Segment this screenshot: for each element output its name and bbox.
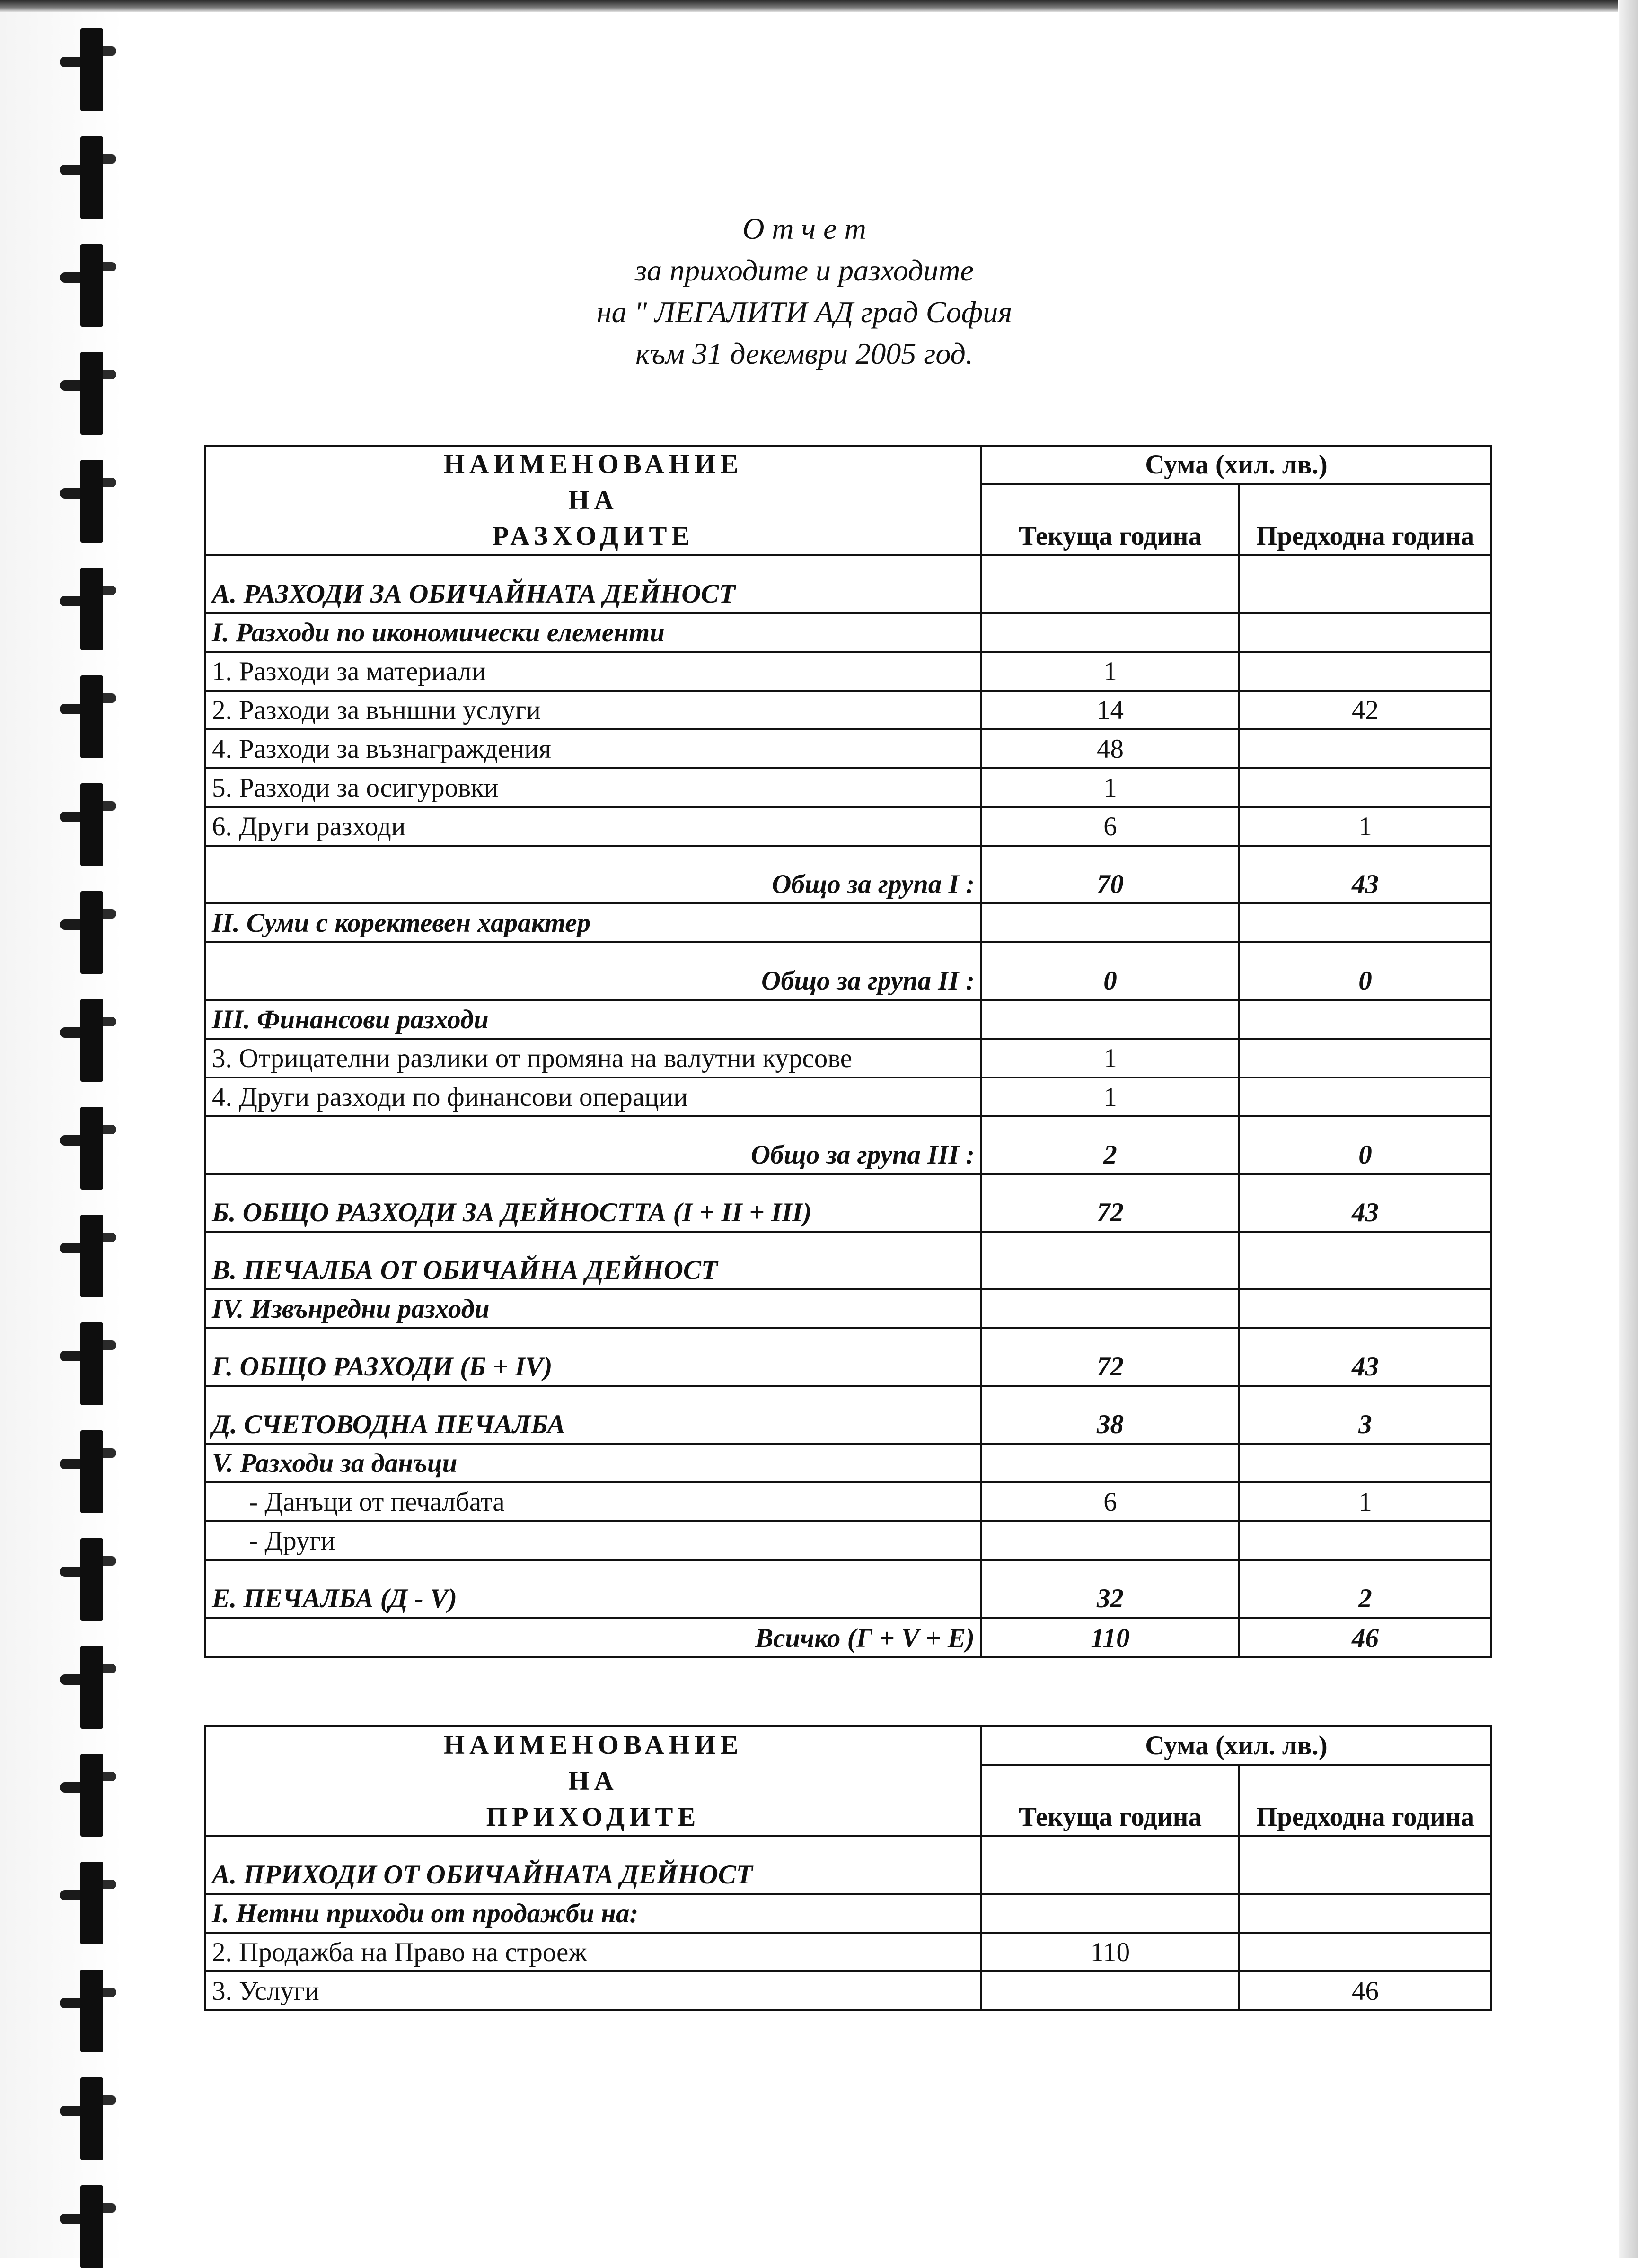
row-label: Б. ОБЩО РАЗХОДИ ЗА ДЕЙНОСТТА (I + II + III) bbox=[205, 1174, 981, 1232]
previous-year-value bbox=[1239, 1232, 1491, 1289]
current-year-value bbox=[981, 1894, 1239, 1933]
row-label: 3. Отрицателни разлики от промяна на валутни курсове bbox=[205, 1039, 981, 1077]
report-date: към 31 декември 2005 год. bbox=[635, 337, 973, 370]
income-name-header bbox=[205, 1726, 981, 1836]
table-row bbox=[205, 1971, 1491, 2010]
binding-ring bbox=[80, 891, 103, 974]
header-line: НАИМЕНОВАНИЕ bbox=[443, 1730, 743, 1760]
previous-year-value: 42 bbox=[1239, 691, 1491, 729]
row-label: I. Нетни приходи от продажби на: bbox=[205, 1894, 981, 1933]
table-row bbox=[205, 942, 1491, 1000]
table-row bbox=[205, 1232, 1491, 1289]
previous-year-value bbox=[1239, 555, 1491, 613]
previous-year-header: Предходна година bbox=[1239, 484, 1491, 555]
table-row bbox=[205, 1933, 1491, 1971]
income-table bbox=[204, 1725, 1492, 2011]
table-row bbox=[205, 555, 1491, 613]
header-line: НА bbox=[568, 485, 618, 515]
table-row bbox=[205, 1618, 1491, 1657]
report-company: на " ЛЕГАЛИТИ АД град София bbox=[596, 295, 1013, 329]
table-row bbox=[205, 1836, 1491, 1894]
sum-header: Сума (хил. лв.) bbox=[981, 446, 1491, 484]
binding-ring bbox=[80, 1322, 103, 1405]
previous-year-value: 2 bbox=[1239, 1560, 1491, 1618]
row-label: Д. СЧЕТОВОДНА ПЕЧАЛБА bbox=[205, 1386, 981, 1444]
current-year-value: 72 bbox=[981, 1328, 1239, 1386]
current-year-value: 6 bbox=[981, 1482, 1239, 1521]
row-label: Е. ПЕЧАЛБА (Д - V) bbox=[205, 1560, 981, 1618]
previous-year-value: 43 bbox=[1239, 1328, 1491, 1386]
current-year-value: 1 bbox=[981, 768, 1239, 807]
sum-header: Сума (хил. лв.) bbox=[981, 1726, 1491, 1765]
income-header-row bbox=[205, 1726, 1491, 1765]
current-year-value bbox=[981, 1289, 1239, 1328]
report-heading bbox=[473, 208, 1136, 375]
previous-year-value: 3 bbox=[1239, 1386, 1491, 1444]
previous-year-value bbox=[1239, 1289, 1491, 1328]
previous-year-header: Предходна година bbox=[1239, 1765, 1491, 1836]
scan-right-edge bbox=[1619, 0, 1638, 2258]
report-title: О т ч е т bbox=[742, 212, 866, 245]
row-label: Общо за група I : bbox=[205, 846, 981, 903]
current-year-value bbox=[981, 1836, 1239, 1894]
table-row bbox=[205, 1894, 1491, 1933]
previous-year-value bbox=[1239, 1039, 1491, 1077]
previous-year-value bbox=[1239, 1444, 1491, 1482]
binding-ring bbox=[80, 28, 103, 111]
table-row bbox=[205, 1077, 1491, 1116]
current-year-value bbox=[981, 613, 1239, 652]
table-row bbox=[205, 768, 1491, 807]
header-line: ПРИХОДИТЕ bbox=[486, 1802, 701, 1832]
previous-year-value: 46 bbox=[1239, 1618, 1491, 1657]
binding-ring bbox=[80, 352, 103, 435]
row-label: 2. Продажба на Право на строеж bbox=[205, 1933, 981, 1971]
binding-ring bbox=[80, 1862, 103, 1944]
table-row bbox=[205, 1386, 1491, 1444]
row-label: В. ПЕЧАЛБА ОТ ОБИЧАЙНА ДЕЙНОСТ bbox=[205, 1232, 981, 1289]
table-row bbox=[205, 1039, 1491, 1077]
expenses-table bbox=[204, 445, 1492, 1658]
table-row bbox=[205, 1174, 1491, 1232]
row-label: 1. Разходи за материали bbox=[205, 652, 981, 691]
previous-year-value: 0 bbox=[1239, 1116, 1491, 1174]
binding-ring bbox=[80, 244, 103, 327]
row-label: - Други bbox=[205, 1521, 981, 1560]
current-year-header: Текуща година bbox=[981, 484, 1239, 555]
row-label: А. РАЗХОДИ ЗА ОБИЧАЙНАТА ДЕЙНОСТ bbox=[205, 555, 981, 613]
current-year-value: 14 bbox=[981, 691, 1239, 729]
table-row bbox=[205, 691, 1491, 729]
row-label: 2. Разходи за външни услуги bbox=[205, 691, 981, 729]
row-label: II. Суми с коректевен характер bbox=[205, 903, 981, 942]
current-year-value: 1 bbox=[981, 1077, 1239, 1116]
binding-ring bbox=[80, 1754, 103, 1837]
row-label: 4. Други разходи по финансови операции bbox=[205, 1077, 981, 1116]
previous-year-value bbox=[1239, 613, 1491, 652]
row-label: 4. Разходи за възнаграждения bbox=[205, 729, 981, 768]
current-year-value: 6 bbox=[981, 807, 1239, 846]
table-row bbox=[205, 1521, 1491, 1560]
table-row bbox=[205, 613, 1491, 652]
spiral-binding bbox=[28, 0, 128, 2258]
binding-ring bbox=[80, 999, 103, 1082]
previous-year-value bbox=[1239, 1521, 1491, 1560]
binding-ring bbox=[80, 1215, 103, 1297]
report-subtitle: за приходите и разходите bbox=[635, 254, 974, 287]
binding-ring bbox=[80, 783, 103, 866]
current-year-value bbox=[981, 1444, 1239, 1482]
previous-year-value bbox=[1239, 1836, 1491, 1894]
previous-year-value: 0 bbox=[1239, 942, 1491, 1000]
header-line: НАИМЕНОВАНИЕ bbox=[443, 449, 743, 479]
binding-ring bbox=[80, 1538, 103, 1621]
previous-year-value: 1 bbox=[1239, 1482, 1491, 1521]
binding-ring bbox=[80, 460, 103, 543]
table-row bbox=[205, 1328, 1491, 1386]
binding-ring bbox=[80, 136, 103, 219]
current-year-value: 110 bbox=[981, 1618, 1239, 1657]
scan-top-edge bbox=[0, 0, 1618, 12]
header-line: НА bbox=[568, 1766, 618, 1796]
row-label: - Данъци от печалбата bbox=[205, 1482, 981, 1521]
current-year-value bbox=[981, 1000, 1239, 1039]
current-year-value bbox=[981, 903, 1239, 942]
row-label: Общо за група II : bbox=[205, 942, 981, 1000]
previous-year-value bbox=[1239, 652, 1491, 691]
current-year-value: 72 bbox=[981, 1174, 1239, 1232]
current-year-header: Текуща година bbox=[981, 1765, 1239, 1836]
row-label: 6. Други разходи bbox=[205, 807, 981, 846]
previous-year-value bbox=[1239, 1894, 1491, 1933]
previous-year-value bbox=[1239, 768, 1491, 807]
binding-ring bbox=[80, 1970, 103, 2052]
table-row bbox=[205, 1116, 1491, 1174]
row-label: 3. Услуги bbox=[205, 1971, 981, 2010]
current-year-value: 1 bbox=[981, 652, 1239, 691]
current-year-value: 32 bbox=[981, 1560, 1239, 1618]
table-row bbox=[205, 652, 1491, 691]
table-row bbox=[205, 1289, 1491, 1328]
row-label: 5. Разходи за осигуровки bbox=[205, 768, 981, 807]
previous-year-value: 46 bbox=[1239, 1971, 1491, 2010]
table-row bbox=[205, 1560, 1491, 1618]
current-year-value: 48 bbox=[981, 729, 1239, 768]
row-label: Г. ОБЩО РАЗХОДИ (Б + IV) bbox=[205, 1328, 981, 1386]
current-year-value: 0 bbox=[981, 942, 1239, 1000]
previous-year-value bbox=[1239, 729, 1491, 768]
binding-ring bbox=[80, 2077, 103, 2160]
row-label: IV. Извънредни разходи bbox=[205, 1289, 981, 1328]
binding-ring bbox=[80, 1646, 103, 1729]
current-year-value bbox=[981, 555, 1239, 613]
table-row bbox=[205, 1482, 1491, 1521]
current-year-value bbox=[981, 1971, 1239, 2010]
previous-year-value: 1 bbox=[1239, 807, 1491, 846]
row-label: III. Финансови разходи bbox=[205, 1000, 981, 1039]
table-row bbox=[205, 729, 1491, 768]
current-year-value: 1 bbox=[981, 1039, 1239, 1077]
binding-ring bbox=[80, 1107, 103, 1190]
current-year-value: 38 bbox=[981, 1386, 1239, 1444]
previous-year-value: 43 bbox=[1239, 846, 1491, 903]
binding-ring bbox=[80, 675, 103, 758]
current-year-value bbox=[981, 1232, 1239, 1289]
table-row bbox=[205, 1444, 1491, 1482]
previous-year-value bbox=[1239, 1077, 1491, 1116]
expenses-header-row bbox=[205, 446, 1491, 484]
binding-ring bbox=[80, 2185, 103, 2268]
binding-ring bbox=[80, 568, 103, 650]
row-label: I. Разходи по икономически елементи bbox=[205, 613, 981, 652]
expenses-name-header bbox=[205, 446, 981, 555]
row-label: А. ПРИХОДИ ОТ ОБИЧАЙНАТА ДЕЙНОСТ bbox=[205, 1836, 981, 1894]
previous-year-value bbox=[1239, 1933, 1491, 1971]
previous-year-value: 43 bbox=[1239, 1174, 1491, 1232]
table-row bbox=[205, 1000, 1491, 1039]
table-row bbox=[205, 807, 1491, 846]
table-row bbox=[205, 846, 1491, 903]
row-label: Всичко (Г + V + Е) bbox=[205, 1618, 981, 1657]
table-row bbox=[205, 903, 1491, 942]
current-year-value: 110 bbox=[981, 1933, 1239, 1971]
binding-ring bbox=[80, 1430, 103, 1513]
header-line: РАЗХОДИТЕ bbox=[492, 521, 695, 551]
previous-year-value bbox=[1239, 1000, 1491, 1039]
row-label: V. Разходи за данъци bbox=[205, 1444, 981, 1482]
current-year-value: 2 bbox=[981, 1116, 1239, 1174]
current-year-value bbox=[981, 1521, 1239, 1560]
current-year-value: 70 bbox=[981, 846, 1239, 903]
previous-year-value bbox=[1239, 903, 1491, 942]
row-label: Общо за група III : bbox=[205, 1116, 981, 1174]
